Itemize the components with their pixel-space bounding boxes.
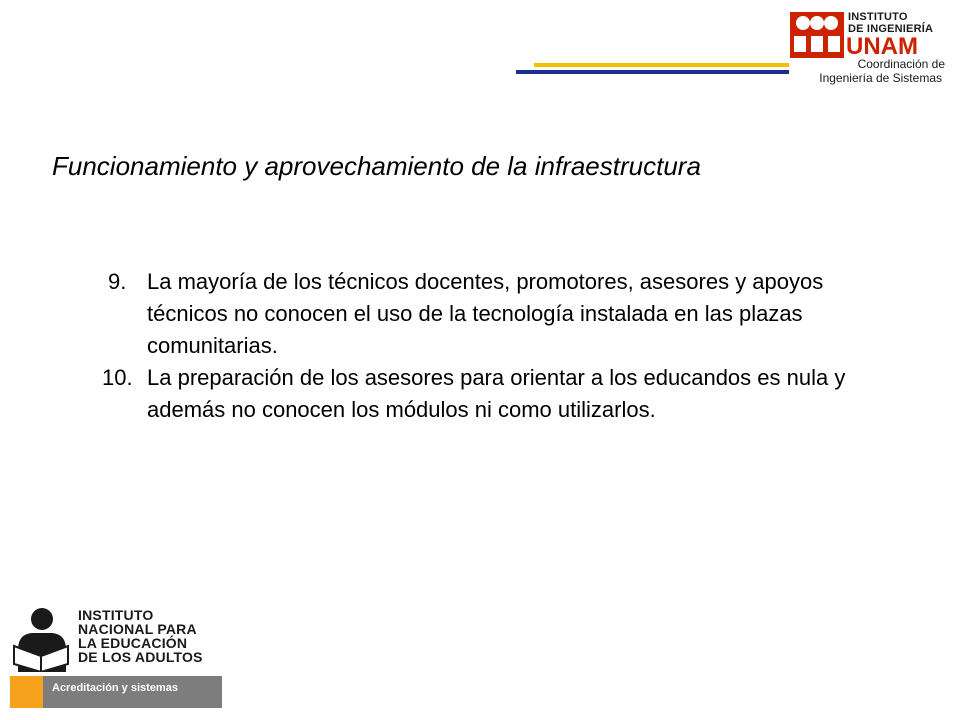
- slide-title: Funcionamiento y aprovechamiento de la infraestructura: [52, 151, 701, 181]
- inea-logo: [0, 600, 230, 712]
- unam-emblem-icon: [790, 12, 844, 58]
- unam-logo-line4: Coordinación de: [857, 57, 945, 71]
- list-item: [100, 266, 880, 362]
- unam-logo-line2: DE INGENIERÍA: [848, 23, 934, 35]
- unam-logo: [788, 8, 958, 92]
- footer-bar-label: Acreditación y sistemas: [52, 682, 178, 694]
- inea-logo-line2: NACIONAL PARA: [78, 621, 197, 637]
- list-item-number: 9.: [108, 269, 127, 294]
- footer-orange-block: [10, 676, 43, 708]
- numbered-list: [100, 266, 880, 426]
- reading-person-icon: [10, 606, 72, 672]
- list-item-text: La mayoría de los técnicos docentes, promotores, asesores y apoyos técnicos no conocen el uso de la tecnología instalada en las plazas comunitarias.: [147, 269, 824, 358]
- unam-logo-line1: INSTITUTO: [848, 11, 908, 23]
- inea-logo-line3: LA EDUCACIÓN: [78, 635, 188, 651]
- list-item-text: La preparación de los asesores para orientar a los educandos es nula y además no conocen los módulos ni como utilizarlos.: [147, 365, 846, 422]
- inea-logo-line4: DE LOS ADULTOS: [78, 649, 203, 665]
- header-blue-line: [516, 70, 789, 74]
- inea-logo-line1: INSTITUTO: [78, 607, 154, 623]
- list-item: [100, 362, 880, 426]
- list-item-number: 10.: [102, 365, 133, 390]
- inea-logo-text: [78, 608, 203, 664]
- header-gold-line: [534, 63, 789, 67]
- unam-logo-line5: Ingeniería de Sistemas: [819, 71, 942, 85]
- unam-logo-line3: UNAM: [846, 33, 918, 60]
